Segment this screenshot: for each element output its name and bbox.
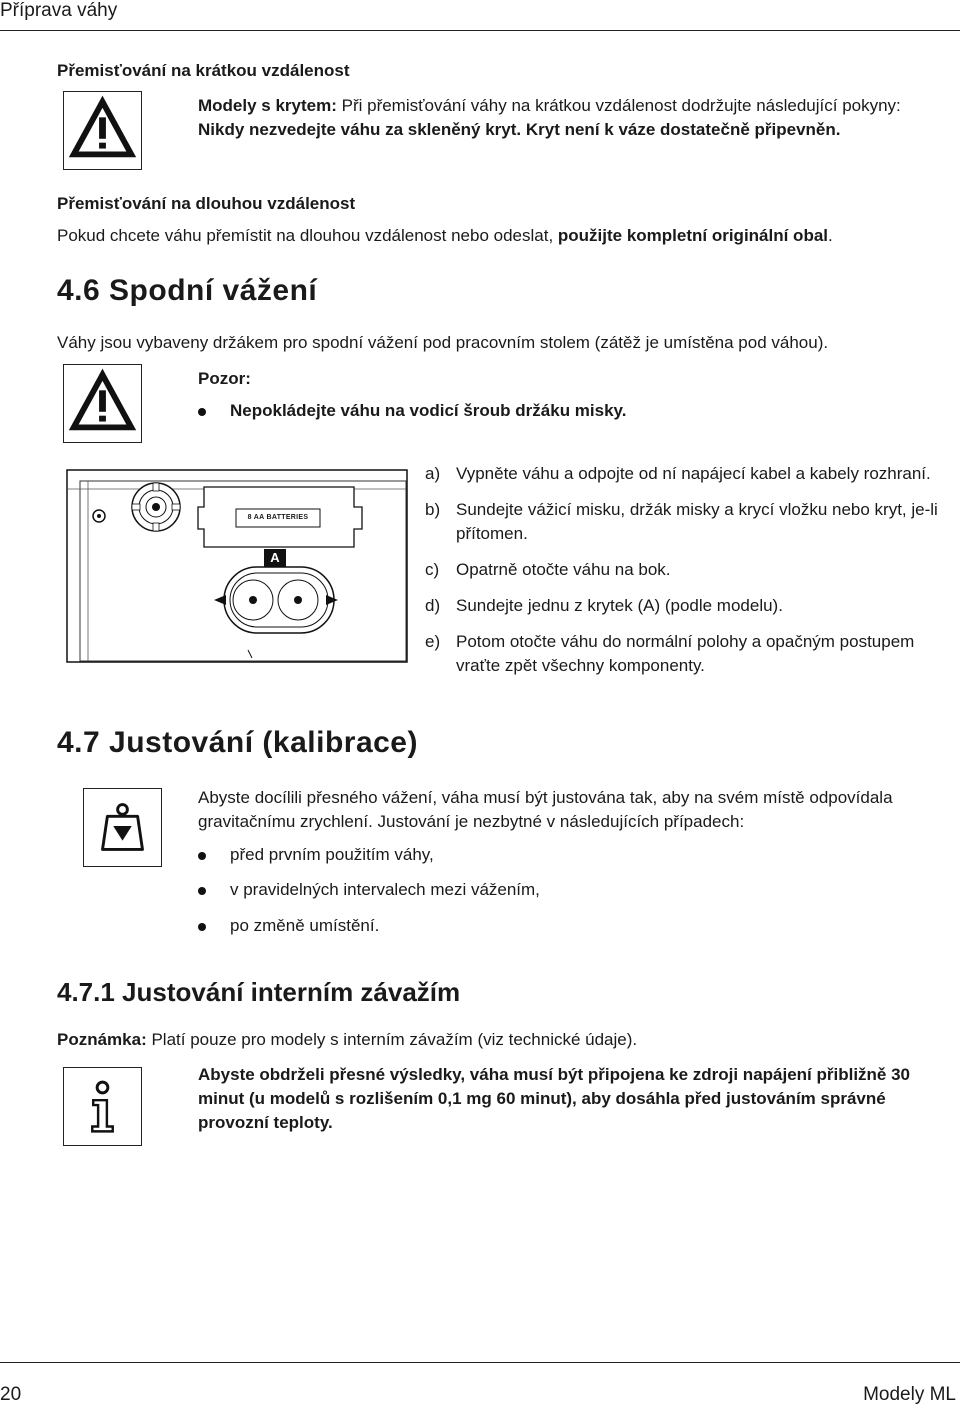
long-move-text bbox=[57, 224, 957, 248]
warning-triangle-icon bbox=[63, 91, 142, 170]
short-move-lead-text: Při přemisťování váhy na krátkou vzdálenost dodržujte následující pokyny: bbox=[336, 96, 901, 115]
info-text: Abyste obdrželi přesné výsledky, váha musí být připojena ke zdroji napájení přibližně 30 minut (u modelů s rozlišením 0,1 mg 60 minut), aby dosáhla před justováním správné provozní teploty. bbox=[198, 1065, 911, 1132]
bullet-dot bbox=[198, 408, 206, 416]
step-a bbox=[425, 462, 955, 486]
step-text: Vypněte váhu a odpojte od ní napájecí kabel a kabely rozhraní. bbox=[456, 464, 931, 483]
short-move-lead bbox=[198, 94, 958, 118]
battery-label: 8 AA BATTERIES bbox=[247, 514, 309, 521]
section-47-intro: Abyste docílili přesného vážení, váha musí být justována tak, aby na svém místě odpovídala gravitačnímu zrychlení. Justování je nezbytné v následujících případech: bbox=[198, 788, 893, 831]
section-47-title: 4.7 Justování (kalibrace) bbox=[57, 726, 418, 759]
footer-product: Modely ML bbox=[863, 1384, 956, 1405]
step-text: Sundejte vážicí misku, držák misky a krycí vložku nebo kryt, je-li přítomen. bbox=[456, 500, 938, 543]
calibration-case-text: v pravidelných intervalech mezi vážením, bbox=[230, 880, 540, 899]
balance-underside-figure bbox=[66, 469, 408, 663]
long-move-heading: Přemisťování na dlouhou vzdálenost bbox=[57, 194, 356, 213]
step-label: e) bbox=[425, 632, 441, 651]
calibration-case bbox=[198, 843, 434, 867]
caution-item bbox=[198, 399, 626, 423]
note-label: Poznámka: bbox=[57, 1030, 147, 1049]
long-move-text-bold: použijte kompletní originální obal bbox=[557, 226, 829, 245]
footer-rule bbox=[0, 1362, 960, 1363]
section-46-intro: Váhy jsou vybaveny držákem pro spodní vážení pod pracovním stolem (zátěž je umístěna pod váhou). bbox=[57, 333, 829, 352]
calibration-case-text: po změně umístění. bbox=[230, 916, 380, 935]
short-move-heading: Přemisťování na krátkou vzdálenost bbox=[57, 61, 350, 80]
info-icon bbox=[63, 1067, 142, 1146]
caution-label: Pozor: bbox=[198, 369, 251, 388]
step-text: Opatrně otočte váhu na bok. bbox=[456, 560, 671, 579]
note-text: Platí pouze pro modely s interním závažím (viz technické údaje). bbox=[146, 1030, 638, 1049]
note bbox=[57, 1028, 957, 1052]
step-label: c) bbox=[425, 560, 440, 579]
weight-icon bbox=[83, 788, 162, 867]
bullet-dot bbox=[198, 852, 206, 860]
cover-marker-a: A bbox=[270, 550, 280, 565]
long-move-text-end: . bbox=[828, 226, 833, 245]
long-move-text-start: Pokud chcete váhu přemístit na dlouhou vzdálenost nebo odeslat, bbox=[57, 226, 558, 245]
calibration-case-text: před prvním použitím váhy, bbox=[230, 845, 434, 864]
step-label: b) bbox=[425, 500, 441, 519]
running-header: Příprava váhy bbox=[0, 0, 118, 21]
step-text: Sundejte jednu z krytek (A) (podle modelu). bbox=[456, 596, 783, 615]
short-move-lead-bold: Modely s krytem: bbox=[198, 96, 337, 115]
step-text: Potom otočte váhu do normální polohy a opačným postupem vraťte zpět všechny komponenty. bbox=[456, 632, 915, 675]
step-d bbox=[425, 594, 955, 618]
section-471-title: 4.7.1 Justování interním závažím bbox=[57, 977, 461, 1007]
warning-triangle-icon bbox=[63, 364, 142, 443]
step-e bbox=[425, 630, 955, 678]
step-c bbox=[425, 558, 955, 582]
bullet-dot bbox=[198, 887, 206, 895]
calibration-case bbox=[198, 914, 379, 938]
calibration-case bbox=[198, 878, 540, 902]
caution-item-text: Nepokládejte váhu na vodicí šroub držáku misky. bbox=[230, 401, 627, 420]
header-rule bbox=[0, 30, 960, 31]
section-46-title: 4.6 Spodní vážení bbox=[57, 274, 318, 307]
step-label: a) bbox=[425, 464, 441, 483]
bullet-dot bbox=[198, 923, 206, 931]
short-move-warning: Nikdy nezvedejte váhu za skleněný kryt. Kryt není k váze dostatečně připevněn. bbox=[198, 120, 841, 139]
page-number: 20 bbox=[0, 1384, 22, 1405]
step-label: d) bbox=[425, 596, 441, 615]
step-b bbox=[425, 498, 955, 546]
